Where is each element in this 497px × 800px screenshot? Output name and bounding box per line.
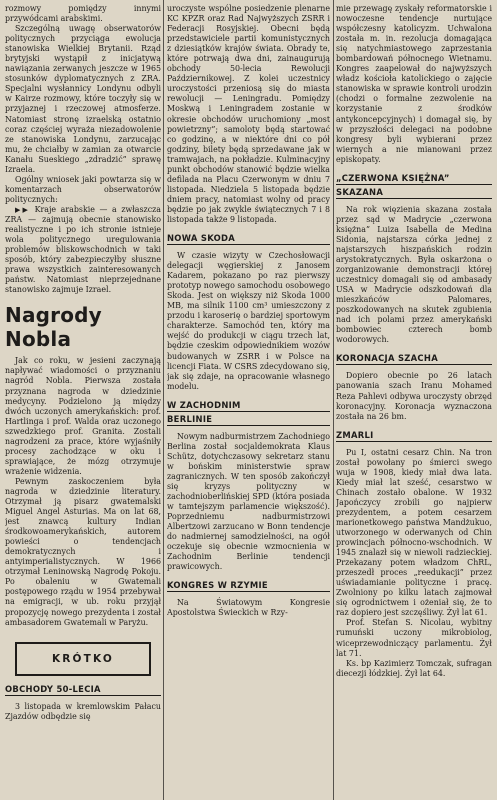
column-2	[167, 0, 330, 800]
headline-berlin: BERLINIE	[167, 414, 330, 426]
headline-obchody: OBCHODY 50-LECIA	[5, 684, 161, 696]
paragraph: Pu I, ostatni cesarz Chin. Na tron został powołany po śmierci swego wuja w 1908, kiedy miał dwa lata. Kiedy miał lat sześć, cesarstwo w Chinach zostało obalone. W 1932 Japończycy zrobili go najpierw prezydentem, a potem cesarzem marionetkowego państwa Mandżukuo, utworzonego w oderwanych od Chin prowincjach północno-wschodnich. W 1945 znalazł się w niewoli radzieckiej. Przekazany potem władzom ChRL, przeszedł proces „reedukacji” przez uświadamianie polityczne i pracę. Zwolniony po kilku latach zajmował się ogrodnictwem i ożeniał się, że to raz dopiero jest szczęśliwy. Żył lat 61.	[336, 447, 492, 618]
column-3	[336, 0, 492, 800]
column-1	[5, 0, 161, 800]
paragraph: Dopiero obecnie po 26 latach panowania szach Iranu Mohamed Reza Pahlevi odbywa uroczysty obrzęd koronacyjny. Koronacja wyznaczona została na 26 bm.	[336, 371, 492, 421]
paragraph: Pewnym zaskoczeniem była nagroda w dziedzinie literatury. Otrzymał ją pisarz gwatemalski Miguel Angel Asturias. Ma on lat 68, jest znawcą kultury Indian środkowoamerykańskich, autorem powieści o tendencjach demokratycznych i antyimperialistycznych. W 1966 otrzymał Leninowską Nagrodę Pokoju. Po obaleniu w Gwatemali postępowego rządu w 1954 przebywał na emigracji, w ub. roku przyjął propozycję nowego prezydenta i został ambasadorem Gwatemali w Paryżu.	[5, 476, 161, 627]
headline-skazana: SKAZANA	[336, 187, 492, 199]
bullet-icon: ▶▶	[15, 205, 30, 214]
headline-koronacja: KORONACJA SZACHA	[336, 353, 492, 365]
paragraph: Prof. Stefan S. Nicolau, wybitny rumuński uczony mikrobiolog, wiceprzewodniczący parlamentu. Żył lat 71.	[336, 618, 492, 658]
paragraph	[5, 205, 161, 295]
paragraph: Ks. bp Kazimierz Tomczak, sufragan diecezji łódzkiej. Żył lat 64.	[336, 658, 492, 678]
column-rule-2	[333, 0, 334, 800]
paragraph: Szczególną uwagę obserwatorów politycznych przyciąga ewolucja stanowiska Wielkiej Brytanii. Rząd brytyjski wystąpił z inicjatywą nawiązania zerwanych jeszcze w 1965 stosunków dyplomatycznych z ZRA. Specjalni wysłannicy Londynu odbyli w Kairze rozmowy, które toczyły się w przyjaznej i rzeczowej atmosferze. Natomiast stronę izraelską ostatnio coraz częściej wyraża niezadowolenie ze stanowiska Londynu, zarzucając mu, że chciałby w zamian za otwarcie Kanału Sueskiego „zdradzić” sprawę Izraela.	[5, 24, 161, 174]
paragraph: W czasie wizyty w Czechosłowacji delegacji węgierskiej z Janosem Kadarem, pokazano po raz pierwszy prototyp nowego samochodu osobowego Skoda. Jest on większy niż Skoda 1000 MB, ma silnik 1100 cm³ umieszczony z przodu i karoserię o bardziej sportowym charakterze. Samochód ten, który ma wejść do produkcji w ciągu trzech lat, będzie czeskim odpowiednikiem wozów budowanych w ZSRR i w Polsce na licencji Fiata. W CSRS zdecydowano się, jak się zdaje, na opracowanie własnego modelu.	[167, 251, 330, 391]
column-rule-1	[163, 0, 164, 800]
paragraph: mie przewagę zyskały reformatorskie i nowoczesne tendencje nurtujące współczesny katolicyzm. Uchwalona została m. in. rezolucja domagająca się natychmiastowego zaprzestania bombardowań północnego Wietnamu. Kongres zaapelował do najwyższych władz kościoła katolickiego o zajęcie stanowiska w sprawie kontroli urodzin (chodzi o formalne zezwolenie na korzystanie z środków antykoncepcyjnych) i domagał się, by w przyszłości delegaci na podobne kongresy byli wybierani przez wiernych a nie mianowani przez episkopaty.	[336, 4, 492, 164]
headline-kongres: KONGRES W RZYMIE	[167, 580, 330, 592]
paragraph: Na Światowym Kongresie Apostolstwa Świeckich w Rzy-	[167, 598, 330, 618]
paragraph: 3 listopada w kremlowskim Pałacu Zjazdów odbędzie się	[5, 701, 161, 721]
paragraph-text: Kraje arabskie — a zwłaszcza ZRA — zajmują obecnie stanowisko realistyczne i po ich stronie istnieje wola politycznego uregulowania problemów bliskowschodnich w taki sposób, który zabezpieczyłby słuszne prawa wszystkich zainteresowanych państw. Natomiast nieprzejednane stanowisko zajmuje Izrael.	[5, 204, 161, 295]
paragraph: Ogólny wniosek jaki powtarza się w komentarzach obserwatorów politycznych:	[5, 174, 161, 204]
headline-zmarli: ZMARLI	[336, 430, 492, 442]
headline-nagrody: Nagrody Nobla	[5, 303, 102, 352]
paragraph: uroczyste wspólne posiedzenie plenarne KC KPZR oraz Rad Najwyższych ZSRR i Federacji Rosyjskiej. Obecni będą przedstawiciele partii komunistycznych z dziesiątków krajów świata. Obrady te, które potrwają dwa dni, zainaugurują obchody 50-lecia Rewolucji Październikowej. Z kolei uczestnicy uroczystości przeniosą się do miasta rewolucji — Leningradu. Pomiędzy Moskwą i Leningradem zostanie w okresie obchodów uruchomiony „most powietrzny”; samoloty będą startować co godzinę, a w niektóre dni co pół godziny, bilety będą sprzedawane jak w tramwajach, na pokładzie. Kulminacyjny punkt obchodów stanowić będzie wielka defilada na Placu Czerwonym w dniu 7 listopada. Niedziela 5 listopada będzie dniem pracy, natomiast wolny od pracy będzie po jak zwykle świątecznych 7 i 8 listopada także 9 listopada.	[167, 4, 330, 224]
headline-skoda: NOWA SKODA	[167, 233, 330, 245]
paragraph: Jak co roku, w jesieni zaczynają napływać wiadomości o przyznaniu nagród Nobla. Pierwsza została przyznana nagroda w dziedzinie medycyny. Podzielono ją między dwóch uczonych amerykańskich: prof. Hartlinga i prof. Walda oraz uczonego szwedzkiego prof. Granita. Zostali nagrodzeni za prace, które wyjaśniły procesy zachodzące w oku i sprawiające, że mózg otrzymuje wrażenie widzenia.	[5, 356, 161, 476]
headline-zachod: W ZACHODNIM	[167, 400, 330, 412]
paragraph: Nowym nadburmistrzem Zachodniego Berlina został socjaldemokrata Klaus Schütz, dotychczasowy sekretarz stanu w bońskim ministerstwie spraw zagranicznych. W ten sposób zakończył się kryzys polityczny w zachodnioberlińskiej SPD (która posiada w tamtejszym parlamencie większość). Poprzedniemu nadburmistrzowi Albertzowi zarzucano w Bonn tendencje do nadmiernej samodzielności, na ogół oczekuje się obecnie wzmocnienia w Zachodnim Berlinie tendencji prawicowych.	[167, 431, 330, 572]
krotko-box: KRÓTKO	[15, 642, 151, 676]
paragraph: Na rok więzienia skazana została przez sąd w Madrycie „czerwona księżna” Luiza Isabella de Medina Sidonia, najstarsza córka jednej z najstarszych hiszpańskich rodzin arystokratycznych. Była oskarżona o zorganizowanie demonstracji której uczestnicy domagali się od ambasady USA w Madrycie odszkodowań dla mieszkańców Palomares, poszkodowanych na skutek zgubienia nad ich polami przez amerykański bombowiec czterech bomb wodorowych.	[336, 204, 492, 345]
paragraph: rozmowy pomiędzy innymi przywódcami arabskimi.	[5, 4, 161, 24]
headline-czerwona: „CZERWONA KSIĘŻNA”	[336, 173, 492, 185]
